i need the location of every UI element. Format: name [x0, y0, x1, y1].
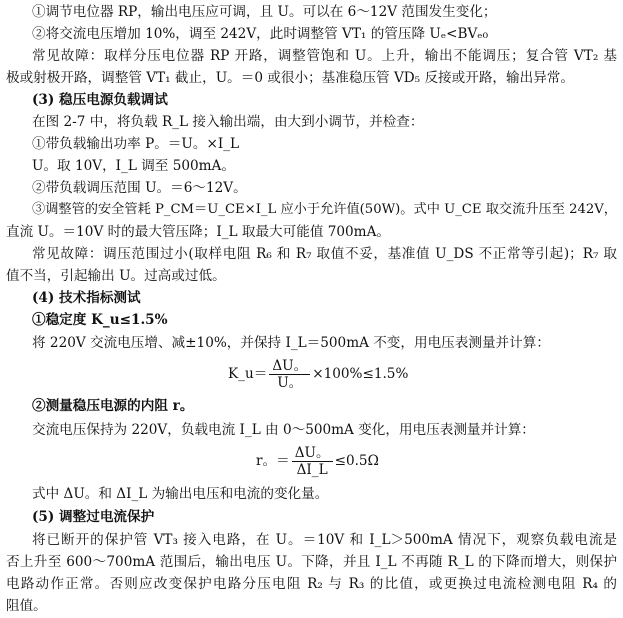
text-line: U。取 10V，I_L 调至 500mA。: [32, 158, 235, 174]
text-line: ①稳定度 K_u≤1.5%: [32, 312, 168, 328]
formula-fraction: [269, 358, 310, 391]
text-line: ③调整管的安全管耗 P_CM＝U_CE×I_L 应小于允许值(50W)。式中 U_CE 取交流升压至 242V，: [32, 202, 617, 217]
text-line: 值不当，引起输出 U。过高或过低。: [6, 268, 226, 284]
section-heading: (4) 技术指标测试: [32, 290, 141, 306]
text-line: 阻值。: [6, 598, 47, 614]
text-line: 在图 2-7 中，将负载 R_L 接入输出端，由大到小调节，并检查：: [32, 114, 424, 130]
section-heading: (5) 调整过电流保护: [32, 509, 155, 525]
formula-rhs: ≤0.5Ω: [334, 453, 379, 469]
formula-rhs: ×100%≤1.5%: [312, 366, 409, 382]
text-line: 否上升至 600～700mA 范围后，输出电压 U。下降，并且 I_L 不再随 R_L 的下降而增大，则保护: [6, 554, 617, 570]
formula-internal-resistance: [256, 445, 379, 478]
text-line: 交流电压保持为 220V，负载电流 I_L 由 0～500mA 变化，用电压表测量并计算：: [32, 422, 535, 438]
text-line: 直流 U。＝10V 时的最大管压降；I_L 取最大可能值 700mA。: [6, 224, 390, 240]
formula-numerator: ΔU。: [292, 445, 333, 462]
text-line: ②测量稳压电源的内阻 r。: [32, 398, 194, 414]
text-line: 极或射极开路，调整管 VT₁ 截止，U。＝0 或很小；基准稳压管 VD₅ 反接或开路，输出异常。: [6, 70, 574, 86]
text-line: 将 220V 交流电压增、减±10%，并保持 I_L＝500mA 不变，用电压表测量并计算：: [32, 335, 550, 351]
formula-stability: [228, 358, 408, 391]
formula-lhs: K_u＝: [228, 366, 268, 382]
text-line: 常见故障：取样分压电位器 RP 开路，调整管饱和 U。上升，输出不能调压；复合管 VT₂ 基: [32, 48, 617, 64]
text-line: 常见故障：调压范围过小(取样电阻 R₆ 和 R₇ 取值不妥，基准值 U_DS 不正常等引起)；R₇ 取: [32, 246, 617, 262]
text-line: 式中 ΔU。和 ΔI_L 为输出电压和电流的变化量。: [32, 486, 329, 502]
formula-denominator: U。: [277, 375, 303, 391]
formula-denominator: ΔI_L: [296, 462, 328, 478]
formula-lhs: r。＝: [256, 453, 290, 469]
formula-numerator: ΔU。: [269, 358, 310, 375]
text-line: ②将交流电压增加 10%，调至 242V，此时调整管 VT₁ 的管压降 Uₑ<BVₑ₀: [32, 26, 489, 42]
section-heading: (3) 稳压电源负载调试: [32, 92, 168, 108]
text-line: 将已断开的保护管 VT₃ 接入电路，在 U。＝10V 和 I_L＞500mA 情况下，观察负载电流是: [32, 532, 617, 548]
text-line: 电路动作正常。否则应改变保护电路分压电阻 R₂ 与 R₃ 的比值，或更换过电流检测电阻 R₄ 的: [6, 576, 617, 592]
formula-fraction: [292, 445, 333, 478]
text-line: ②带负载调压范围 U。＝6～12V。: [32, 180, 247, 196]
text-line: ①调节电位器 RP，输出电压应可调，且 U。可以在 6～12V 范围发生变化；: [32, 4, 497, 20]
text-line: ①带负载输出功率 P。＝U。×I_L: [32, 136, 240, 152]
